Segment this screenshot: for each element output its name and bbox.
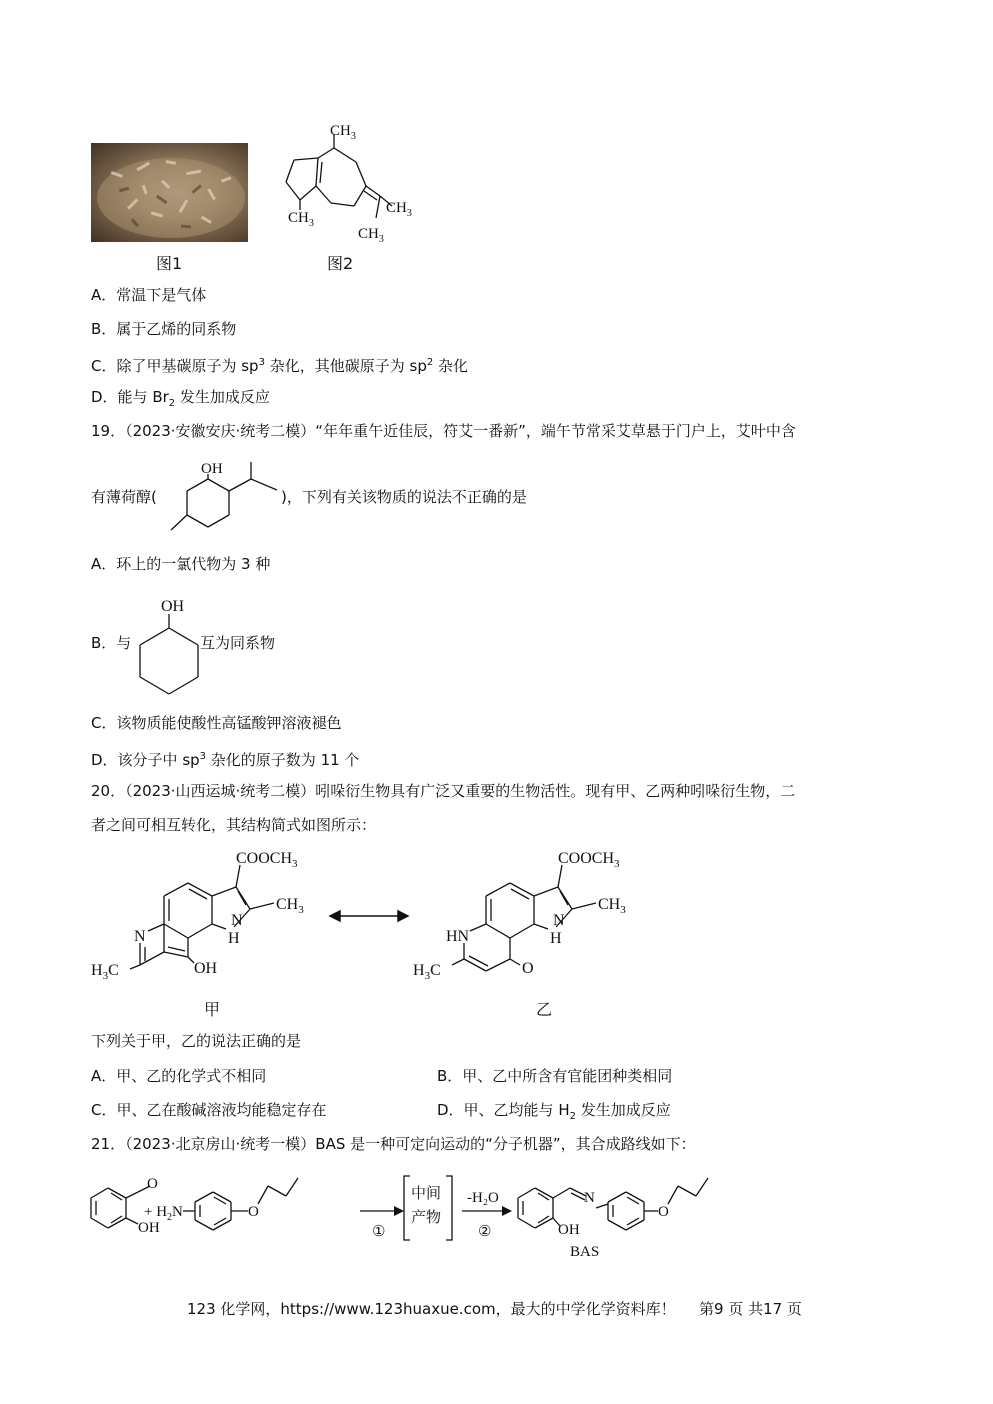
intermediate-line1: 中间: [411, 1186, 442, 1202]
q19-option-b-pre: B．与: [91, 634, 132, 652]
yi-h3c: $H_3C$: [413, 962, 441, 982]
jia-h3c: $H_3C$: [91, 962, 119, 982]
bas-ether-o: O: [658, 1204, 669, 1220]
q19-option-a: A．环上的一氯代物为 3 种: [91, 555, 271, 573]
salicyl-oh: OH: [138, 1220, 160, 1236]
step1-label: ①: [372, 1224, 386, 1240]
bas-imine-n: N: [584, 1190, 595, 1206]
footer-page: 第9 页 共17 页: [699, 1300, 802, 1318]
bas-synthesis-scheme: [88, 1168, 748, 1264]
q20-option-a: A．甲、乙的化学式不相同: [91, 1067, 267, 1085]
jia-ring-n: N: [134, 928, 146, 945]
step2-label: ②: [478, 1224, 492, 1240]
herb-photo: [91, 143, 248, 242]
cyclohexanol-structure: [130, 594, 210, 698]
q20-option-d: D．甲、乙均能与 $H_2$ 发生加成反应: [437, 1101, 671, 1122]
cyclohexanol-oh: OH: [161, 598, 185, 615]
q21-stem: 21．（2023·北京房山·统考一模）BAS 是一种可定向运动的“分子机器”，其合成路线如下：: [91, 1135, 696, 1153]
yi-ch3: $CH_3$: [598, 896, 626, 916]
q18-option-c: C．除了甲基碳原子为 $sp^3$ 杂化，其他碳原子为 $sp^2$ 杂化: [91, 357, 468, 375]
herb-photo-texture: [91, 143, 248, 242]
q18-option-a: A．常温下是气体: [91, 286, 207, 304]
q19-stem-line2-pre: 有薄荷醇(: [91, 488, 157, 506]
amine-ether-o: O: [248, 1204, 259, 1220]
aldehyde-o: O: [147, 1176, 158, 1192]
jia-cooch3: $COOCH_3$: [236, 850, 298, 870]
ch3-left: $CH_3$: [288, 210, 314, 229]
label-yi: 乙: [536, 1000, 553, 1019]
jia-n: N: [231, 912, 243, 929]
ch3-top: $CH_3$: [330, 123, 356, 142]
interconversion-arrow: [328, 908, 410, 924]
figure2-caption: 图2: [327, 254, 354, 273]
intermediate-line2: 产物: [411, 1210, 442, 1226]
label-jia: 甲: [204, 1000, 221, 1019]
yi-cooch3: $COOCH_3$: [558, 850, 620, 870]
q20-question: 下列关于甲，乙的说法正确的是: [91, 1032, 302, 1050]
q18-option-b: B．属于乙烯的同系物: [91, 320, 237, 338]
yi-h: H: [550, 930, 562, 947]
q19-option-b-post: 互为同系物: [200, 634, 276, 652]
figure1-caption: 图1: [156, 254, 183, 273]
q19-option-d: D．该分子中 $sp^3$ 杂化的原子数为 11 个: [91, 751, 360, 769]
ch3-bottom: $CH_3$: [358, 226, 384, 244]
q19-option-c: C．该物质能使酸性高锰酸钾溶液褪色: [91, 714, 342, 732]
step2-reagent: -H₂O: [467, 1190, 499, 1206]
q20-stem-line2: 者之间可相互转化，其结构简式如图所示：: [91, 816, 377, 834]
q20-option-c: C．甲、乙在酸碱溶液均能稳定存在: [91, 1101, 327, 1119]
footer-site: 123 化学网，https://www.123huaxue.com，最大的中学化学资料库！: [187, 1300, 676, 1318]
q19-stem: 19．（2023·安徽安庆·统考二模）“年年重午近佳辰，符艾一番新”，端午节常采艾草悬于门户上，艾叶中含: [91, 422, 796, 440]
bas-oh: OH: [558, 1222, 580, 1238]
jia-oh: OH: [194, 960, 218, 977]
yi-hn: HN: [446, 928, 470, 945]
menthol-oh: OH: [201, 461, 223, 477]
guaiadiene-structure: [276, 118, 426, 244]
structure-yi: [410, 843, 640, 983]
structure-jia: [88, 843, 318, 983]
q18-option-d: D．能与 $Br_2$ 发生加成反应: [91, 388, 270, 409]
jia-h: H: [228, 930, 240, 947]
yi-o: O: [522, 960, 534, 977]
q19-stem-line2-post: )，下列有关该物质的说法不正确的是: [281, 488, 527, 506]
bas-label: BAS: [570, 1244, 600, 1260]
amine-h2n: + $H_2N$: [144, 1204, 183, 1223]
yi-n: N: [553, 912, 565, 929]
jia-ch3: $CH_3$: [276, 896, 304, 916]
q20-stem-line1: 20．（2023·山西运城·统考二模）吲哚衍生物具有广泛又重要的生物活性。现有甲、乙两种吲哚衍生物，二: [91, 782, 796, 800]
q20-option-b: B．甲、乙中所含有官能团种类相同: [437, 1067, 673, 1085]
menthol-structure: [165, 458, 290, 540]
ch3-right: $CH_3$: [386, 200, 412, 219]
